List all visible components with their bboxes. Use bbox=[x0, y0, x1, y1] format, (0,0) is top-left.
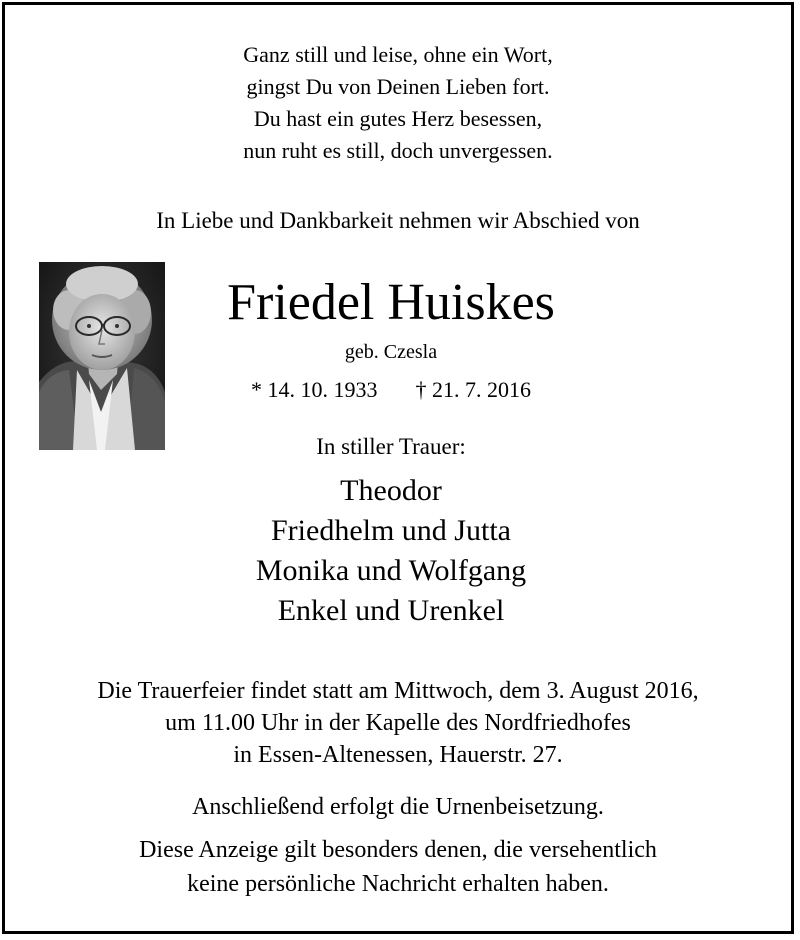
mourning-heading: In stiller Trauer: bbox=[316, 434, 466, 459]
poem-line: gingst Du von Deinen Lieben fort. bbox=[246, 74, 550, 99]
poem-line: nun ruht es still, doch unvergessen. bbox=[243, 138, 553, 163]
life-dates bbox=[185, 375, 597, 405]
notice-text bbox=[5, 833, 791, 901]
notice-line: keine persönliche Nachricht erhalten haben. bbox=[187, 871, 609, 897]
intro-text: In Liebe und Dankbarkeit nehmen wir Abschied von bbox=[156, 208, 640, 233]
family-member: Theodor bbox=[340, 474, 442, 507]
family-member: Friedhelm und Jutta bbox=[271, 514, 511, 547]
maiden-name: geb. Czesla bbox=[344, 341, 438, 363]
funeral-service-info bbox=[5, 675, 791, 771]
birth-date: * 14. 10. 1933 bbox=[251, 377, 378, 402]
notice-line: Diese Anzeige gilt besonders denen, die versehentlich bbox=[139, 837, 657, 863]
portrait-photo bbox=[39, 262, 165, 450]
service-line: um 11.00 Uhr in der Kapelle des Nordfriedhofes bbox=[165, 710, 631, 736]
poem-line: Ganz still und leise, ohne ein Wort, bbox=[243, 42, 553, 67]
family-member: Enkel und Urenkel bbox=[277, 594, 505, 627]
family-member: Monika und Wolfgang bbox=[255, 554, 527, 587]
poem-line: Du hast ein gutes Herz besessen, bbox=[253, 106, 543, 131]
service-line: Die Trauerfeier findet statt am Mittwoch, dem 3. August 2016, bbox=[97, 678, 699, 704]
family-list bbox=[185, 471, 597, 631]
poem bbox=[5, 39, 791, 167]
urn-burial-text: Anschließend erfolgt die Urnenbeisetzung. bbox=[192, 794, 604, 820]
obituary-frame bbox=[2, 2, 794, 934]
deceased-name: Friedel Huiskes bbox=[227, 274, 555, 331]
service-line: in Essen-Altenessen, Hauerstr. 27. bbox=[233, 742, 563, 768]
death-date: † 21. 7. 2016 bbox=[415, 377, 531, 402]
